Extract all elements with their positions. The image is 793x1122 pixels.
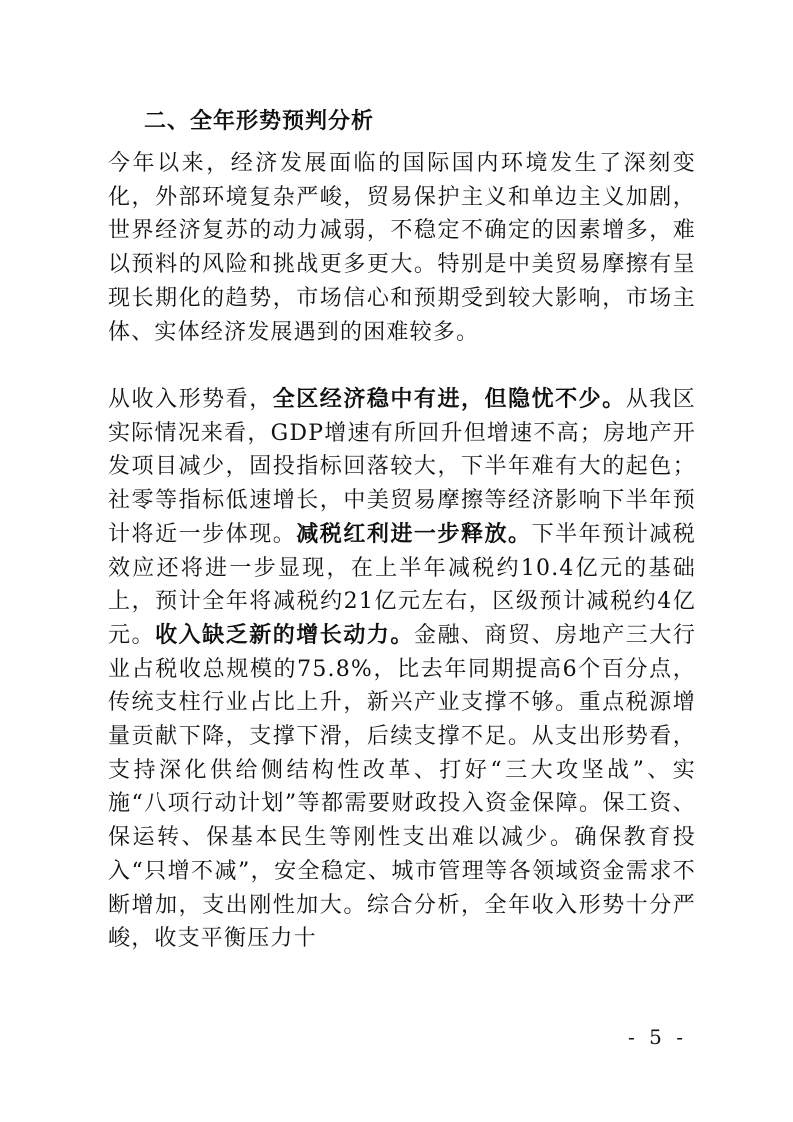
text-span: 从我区实际情况来看，GDP增速有所回升但增速不高；房地产开发项目减少，固投指标回落较大，下半年难有大的起色；社零等指标低速增长，中美贸易摩擦等经济影响下半年预计将近一步体现。 [108, 387, 696, 547]
bold-highlight: 全区经济稳中有进，但隐忧不少。 [272, 386, 626, 412]
paragraph-outlook: 今年以来，经济发展面临的国际国内环境发生了深刻变化，外部环境复杂严峻，贸易保护主义和单边主义加剧，世界经济复苏的动力减弱，不稳定不确定的因素增多，难以预料的风险和挑战更多更大。特别是中美贸易摩擦有呈现长期化的趋势，市场信心和预期受到较大影响，市场主体、实体经济发展遇到的困难较多。 [108, 151, 696, 345]
page-number: - 5 - [628, 1025, 687, 1049]
document-page [108, 0, 696, 1122]
bold-highlight: 减税红利进一步释放。 [296, 520, 532, 547]
text-span: 金融、商贸、房地产三大行业占税收总规模的75.8%，比去年同期提高6个百分点，传统支柱行业占比上升，新兴产业支撑不够。重点税源增量贡献下降，支撑下滑，后续支撑不足。从支出形势看，支持深化供给侧结构性改革、打好“三大攻坚战”、实施“八项行动计划”等都需要财政投入资金保障。保工资、保运转、保基本民生等刚性支出难以减少。确保教育投入“只增不减”，安全稳定、城市管理等各领域资金需求不断增加，支出刚性加大。综合分析，全年收入形势十分严峻，收支平衡压力十 [108, 622, 697, 952]
paragraph-analysis [108, 383, 696, 956]
text-span: 从收入形势看， [108, 387, 273, 412]
bold-highlight: 收入缺乏新的增长动力。 [155, 621, 414, 648]
section-heading: 二、全年形势预判分析 [144, 108, 375, 134]
text-span: 下半年预计减税效应还将进一步显现，在上半年减税约10.4亿元的基础上，预计全年将减税约21亿元左右，区级预计减税约4亿元。 [108, 521, 696, 648]
